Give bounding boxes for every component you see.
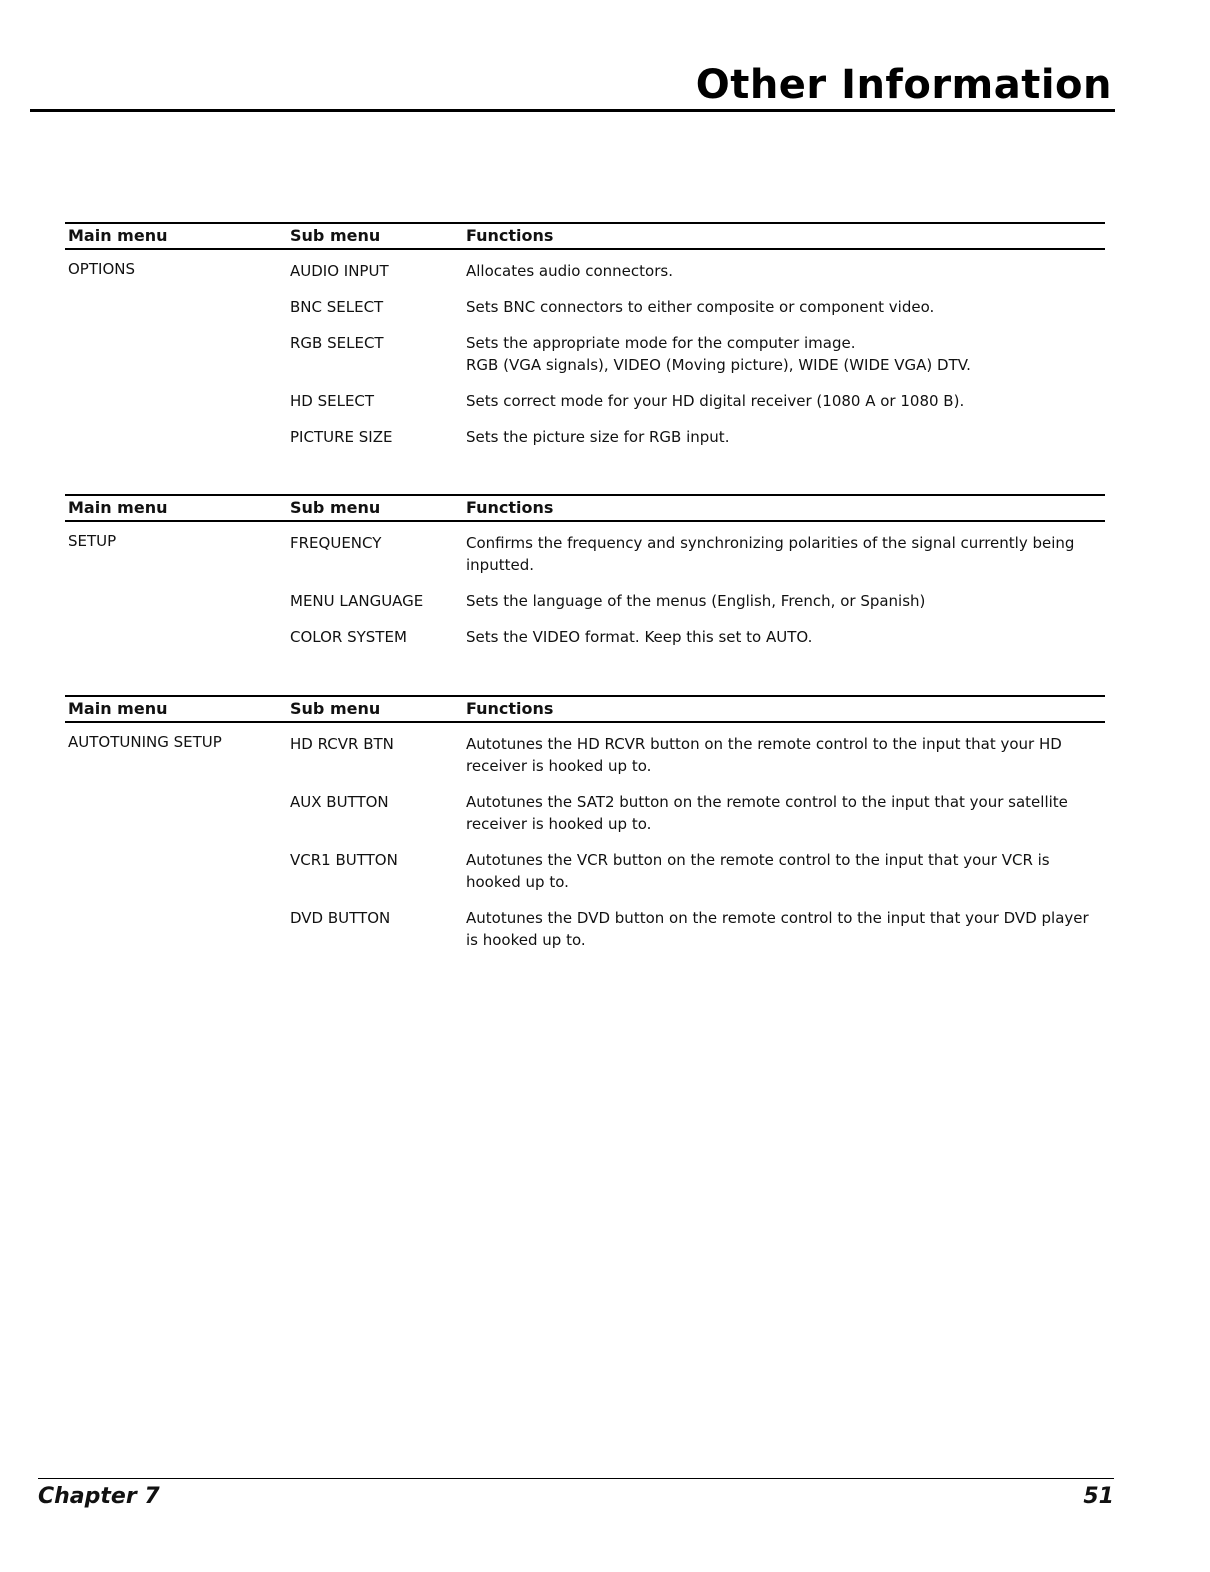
function-cell: Confirms the frequency and synchronizing polarities of the signal currently being inputted. [466, 534, 1075, 574]
header-sub-menu: Sub menu [290, 498, 381, 517]
header-main-menu: Main menu [68, 226, 168, 245]
function-cell: Autotunes the VCR button on the remote control to the input that your VCR is hooked up to. [466, 851, 1050, 891]
function-cell: Sets the picture size for RGB input. [466, 428, 730, 446]
table-row [65, 791, 1105, 835]
sub-menu-cell: COLOR SYSTEM [290, 628, 407, 646]
sub-menu-cell: AUDIO INPUT [290, 262, 389, 280]
main-menu-label: SETUP [68, 532, 117, 550]
table-body [65, 723, 1105, 951]
sub-menu-cell: MENU LANGUAGE [290, 592, 424, 610]
header-functions: Functions [466, 226, 554, 245]
table-row [65, 590, 1105, 612]
table-header [65, 695, 1105, 723]
sub-menu-cell: DVD BUTTON [290, 909, 391, 927]
page-number: 51 [1083, 1484, 1114, 1509]
footer-divider [38, 1478, 1114, 1479]
sub-menu-cell: HD SELECT [290, 392, 375, 410]
header-main-menu: Main menu [68, 699, 168, 718]
function-cell: Sets correct mode for your HD digital receiver (1080 A or 1080 B). [466, 392, 965, 410]
chapter-label: Chapter 7 [38, 1484, 160, 1509]
table-row [65, 426, 1105, 448]
header-sub-menu: Sub menu [290, 226, 381, 245]
options-menu-table [65, 222, 1105, 462]
setup-menu-table [65, 494, 1105, 662]
sub-menu-cell: RGB SELECT [290, 334, 384, 352]
main-menu-label: AUTOTUNING SETUP [68, 733, 222, 751]
table-header [65, 222, 1105, 250]
main-menu-label: OPTIONS [68, 260, 135, 278]
table-row [65, 332, 1105, 376]
function-cell: Autotunes the SAT2 button on the remote control to the input that your satellite receiver is hooked up to. [466, 793, 1068, 833]
table-row [65, 907, 1105, 951]
title-divider [30, 109, 1115, 112]
function-cell: Autotunes the DVD button on the remote control to the input that your DVD player is hooked up to. [466, 909, 1089, 949]
function-cell: Sets the language of the menus (English, French, or Spanish) [466, 592, 926, 610]
header-functions: Functions [466, 498, 554, 517]
table-row [65, 260, 1105, 282]
function-cell: Sets BNC connectors to either composite or component video. [466, 298, 935, 316]
sub-menu-cell: HD RCVR BTN [290, 735, 394, 753]
function-cell: Autotunes the HD RCVR button on the remote control to the input that your HD receiver is hooked up to. [466, 735, 1062, 775]
sub-menu-cell: PICTURE SIZE [290, 428, 393, 446]
function-cell [466, 332, 1102, 376]
sub-menu-cell: FREQUENCY [290, 534, 382, 552]
sub-menu-cell: BNC SELECT [290, 298, 384, 316]
sub-menu-cell: VCR1 BUTTON [290, 851, 398, 869]
table-row [65, 849, 1105, 893]
function-cell: Sets the VIDEO format. Keep this set to AUTO. [466, 628, 813, 646]
header-main-menu: Main menu [68, 498, 168, 517]
table-body [65, 522, 1105, 648]
table-row [65, 532, 1105, 576]
sub-menu-cell: AUX BUTTON [290, 793, 389, 811]
table-row [65, 626, 1105, 648]
table-row [65, 733, 1105, 777]
function-line-2: RGB (VGA signals), VIDEO (Moving picture), WIDE (WIDE VGA) DTV. [466, 356, 971, 374]
header-sub-menu: Sub menu [290, 699, 381, 718]
header-functions: Functions [466, 699, 554, 718]
autotuning-menu-table [65, 695, 1105, 965]
function-cell: Allocates audio connectors. [466, 262, 673, 280]
table-row [65, 390, 1105, 412]
function-line-1: Sets the appropriate mode for the computer image. [466, 334, 856, 352]
table-row [65, 296, 1105, 318]
table-body [65, 250, 1105, 448]
table-header [65, 494, 1105, 522]
page-title: Other Information [695, 62, 1112, 108]
